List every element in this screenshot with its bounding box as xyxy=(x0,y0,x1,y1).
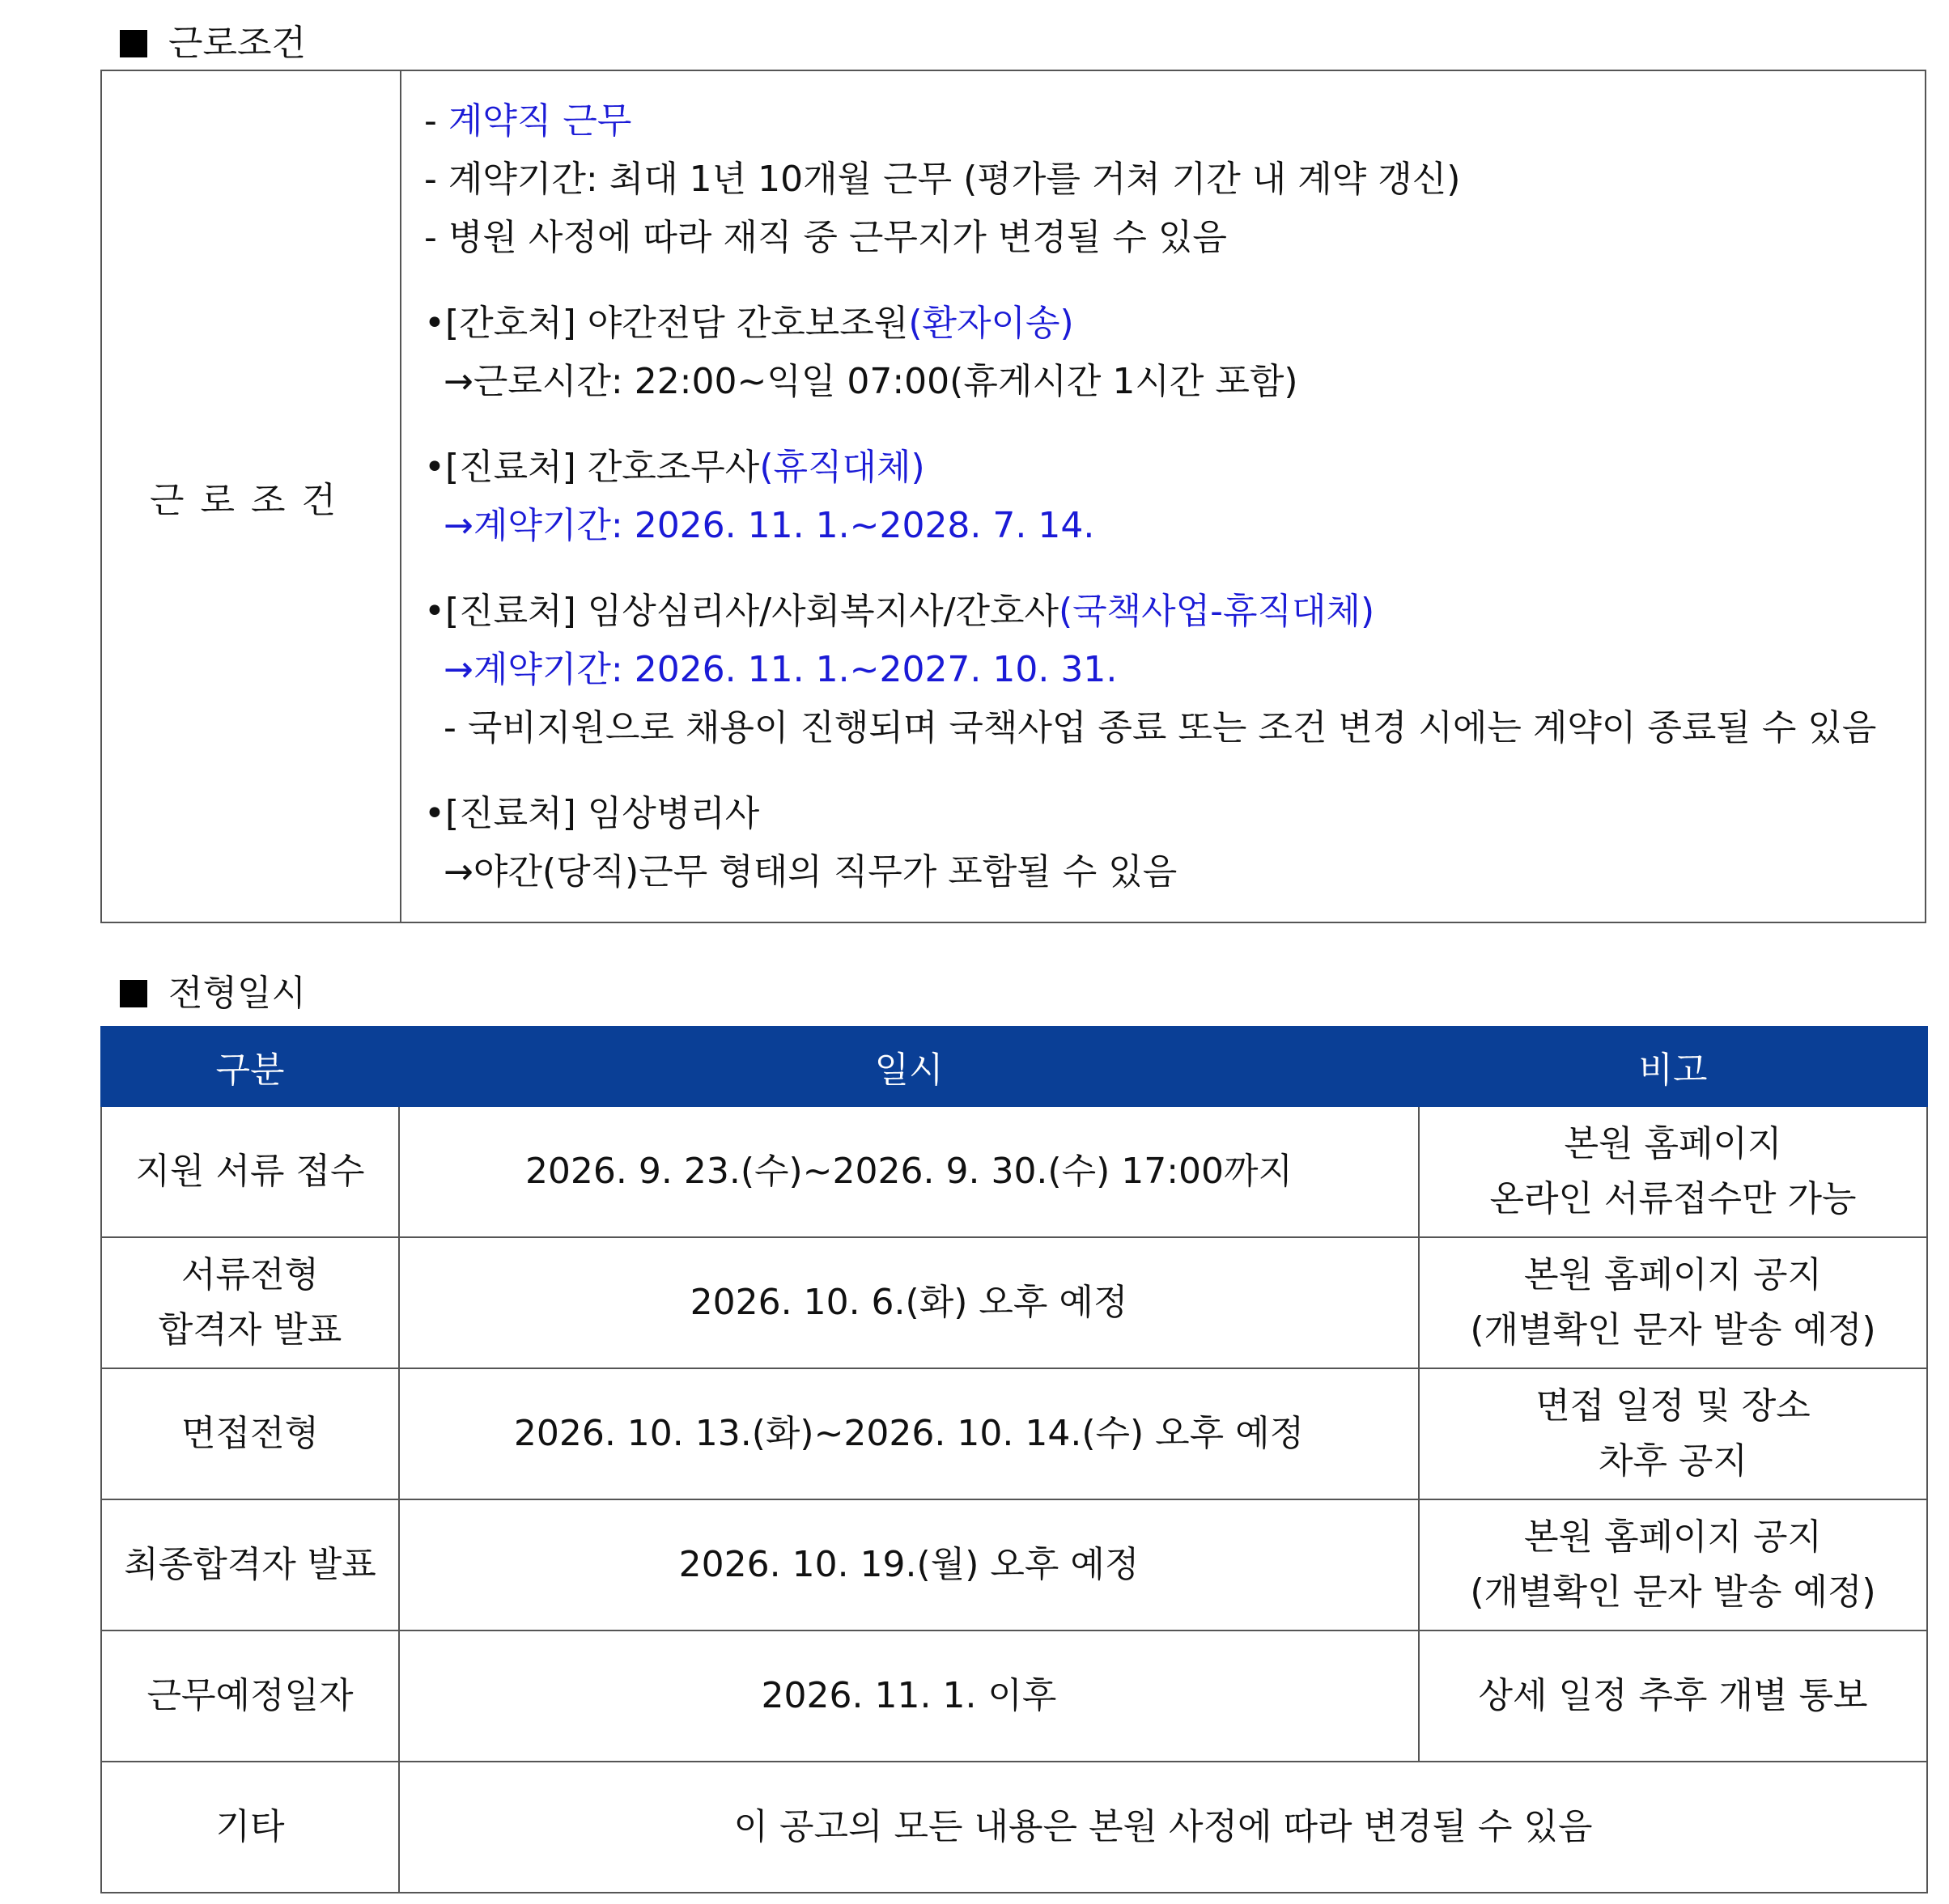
square-bullet-icon xyxy=(120,980,147,1007)
remarks-line: (개별확인 문자 발송 예정) xyxy=(1470,1571,1876,1613)
dash-prefix: - xyxy=(424,100,448,142)
table-row xyxy=(101,1237,1927,1368)
table-row xyxy=(101,1499,1927,1630)
table-row xyxy=(101,1368,1927,1499)
contract-type-line xyxy=(424,92,1925,151)
header-datetime: 일시 xyxy=(399,1027,1419,1106)
header-remarks: 비고 xyxy=(1419,1027,1927,1106)
nurse-assistant-title: •[진료처] 간호조무사 xyxy=(424,447,760,488)
remarks-line: 면접 일정 및 장소 xyxy=(1535,1385,1811,1427)
work-conditions-table xyxy=(100,70,1926,923)
section-title: 근로조건 xyxy=(168,23,307,64)
contract-type-text: 계약직 근무 xyxy=(448,100,632,142)
row-datetime: 2026. 10. 19.(월) 오후 예정 xyxy=(399,1499,1419,1630)
category-text: 지원 서류 접수 xyxy=(135,1151,365,1192)
row-datetime: 2026. 11. 1. 이후 xyxy=(399,1630,1419,1762)
table-row xyxy=(101,1106,1927,1237)
row-remarks xyxy=(1419,1499,1927,1630)
lab-technician-duty: →야간(당직)근무 형태의 직무가 포함될 수 있음 xyxy=(444,851,1178,893)
workplace-change-line: - 병원 사정에 따라 재직 중 근무지가 변경될 수 있음 xyxy=(424,217,1227,258)
table-row xyxy=(101,1630,1927,1762)
category-text: 합격자 발표 xyxy=(158,1309,342,1351)
nursing-aide-note: (환자이송) xyxy=(908,303,1074,344)
work-conditions-content xyxy=(401,71,1925,922)
schedule-table xyxy=(100,1026,1928,1893)
nurse-assistant-note: (휴직대체) xyxy=(759,447,925,488)
row-other-text: 이 공고의 모든 내용은 본원 사정에 따라 변경될 수 있음 xyxy=(399,1762,1927,1893)
row-remarks xyxy=(1419,1368,1927,1499)
remarks-line: 본원 홈페이지 공지 xyxy=(1523,1254,1822,1295)
row-remarks xyxy=(1419,1237,1927,1368)
category-text: 면접전형 xyxy=(180,1413,319,1454)
row-category xyxy=(101,1106,399,1237)
section-heading-work-conditions xyxy=(120,21,306,66)
row-category xyxy=(101,1368,399,1499)
category-text: 최종합격자 발표 xyxy=(124,1544,376,1585)
remarks-line: 온라인 서류접수만 가능 xyxy=(1489,1178,1857,1219)
square-bullet-icon xyxy=(120,30,147,57)
section-title: 전형일시 xyxy=(168,973,307,1014)
row-datetime: 2026. 10. 6.(화) 오후 예정 xyxy=(399,1237,1419,1368)
header-category: 구분 xyxy=(101,1027,399,1106)
remarks-line: (개별확인 문자 발송 예정) xyxy=(1470,1309,1876,1351)
psychologist-line xyxy=(424,583,1925,641)
psychologist-period: →계약기간: 2026. 11. 1.~2027. 10. 31. xyxy=(444,649,1118,690)
lab-technician-line: •[진료처] 임상병리사 xyxy=(424,793,760,834)
category-text: 서류전형 xyxy=(180,1254,319,1295)
contract-period-line: - 계약기간: 최대 1년 10개월 근무 (평가를 거쳐 기간 내 계약 갱신) xyxy=(424,159,1461,200)
nursing-aide-hours: →근로시간: 22:00~익일 07:00(휴게시간 1시간 포함) xyxy=(444,361,1298,402)
psychologist-note: (국책사업-휴직대체) xyxy=(1058,591,1375,632)
nurse-assistant-line xyxy=(424,439,1925,497)
row-datetime: 2026. 9. 23.(수)~2026. 9. 30.(수) 17:00까지 xyxy=(399,1106,1419,1237)
nursing-aide-line xyxy=(424,295,1925,353)
category-text: 근무예정일자 xyxy=(146,1675,354,1716)
row-datetime: 2026. 10. 13.(화)~2026. 10. 14.(수) 오후 예정 xyxy=(399,1368,1419,1499)
nurse-assistant-period: →계약기간: 2026. 11. 1.~2028. 7. 14. xyxy=(444,505,1095,546)
schedule-header-row xyxy=(101,1027,1927,1106)
row-category: 기타 xyxy=(101,1762,399,1893)
nursing-aide-title: •[간호처] 야간전담 간호보조원 xyxy=(424,303,909,344)
row-category xyxy=(101,1237,399,1368)
remarks-line: 차후 공지 xyxy=(1598,1440,1747,1482)
psychologist-title: •[진료처] 임상심리사/사회복지사/간호사 xyxy=(424,591,1059,632)
remarks-line: 본원 홈페이지 공지 xyxy=(1523,1516,1822,1558)
remarks-line: 상세 일정 추후 개별 통보 xyxy=(1478,1675,1868,1716)
work-conditions-label: 근로조건 xyxy=(102,71,401,922)
remarks-line: 본원 홈페이지 xyxy=(1564,1123,1782,1164)
row-category xyxy=(101,1630,399,1762)
row-remarks xyxy=(1419,1106,1927,1237)
national-funding-note: - 국비지원으로 채용이 진행되며 국책사업 종료 또는 조건 변경 시에는 계약이 종료될 수 있음 xyxy=(444,707,1877,748)
section-heading-schedule xyxy=(120,971,306,1016)
row-category xyxy=(101,1499,399,1630)
table-row-other xyxy=(101,1762,1927,1893)
row-remarks xyxy=(1419,1630,1927,1762)
